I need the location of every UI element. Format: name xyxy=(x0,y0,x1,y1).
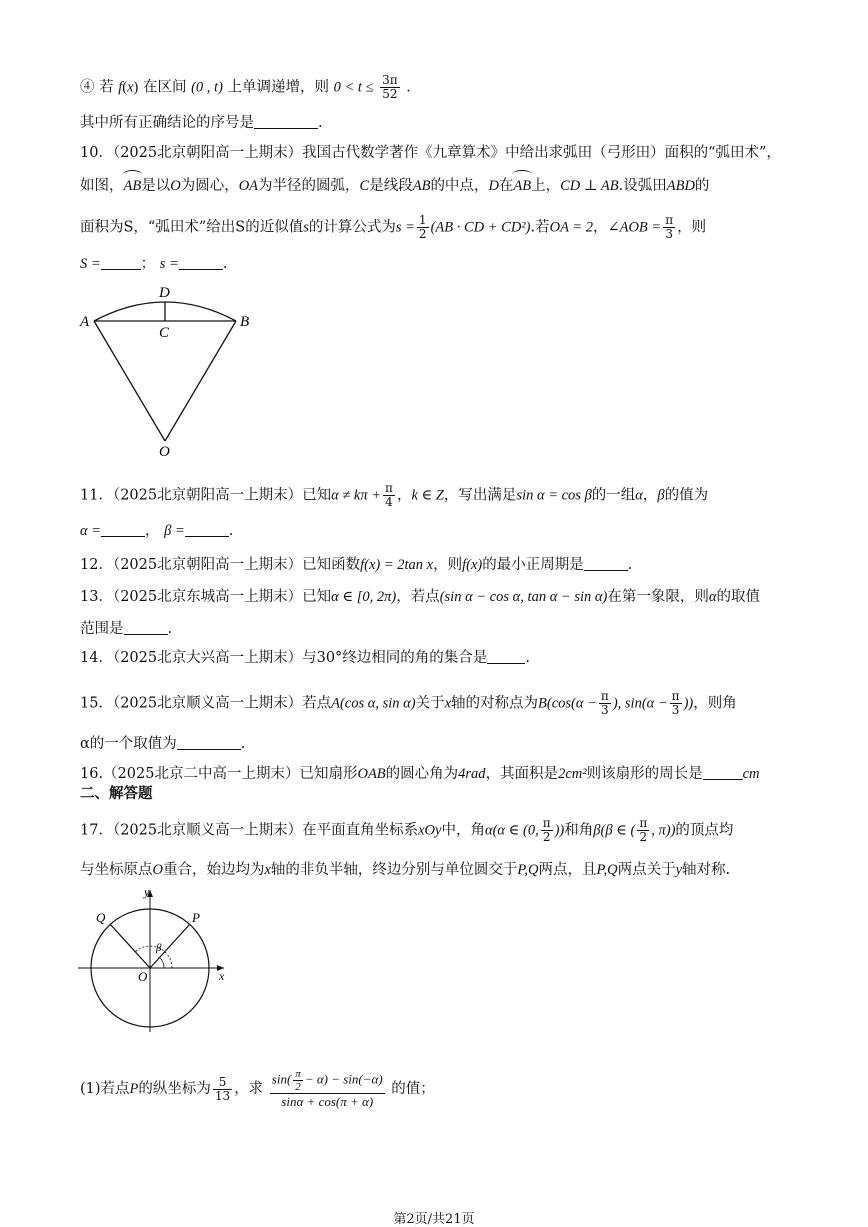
text: 轴对称. xyxy=(682,862,731,878)
text: 上单调递增，则 xyxy=(227,79,330,96)
frac-den: 2 xyxy=(542,830,551,844)
answer-blank xyxy=(101,255,141,270)
text: 的圆心角为 xyxy=(385,766,459,782)
arc-field-figure xyxy=(70,278,270,463)
var-x: x xyxy=(264,862,271,878)
point-o: O xyxy=(152,862,163,878)
q17-part1 xyxy=(80,1068,435,1110)
sector-area: 2cm² xyxy=(558,766,587,782)
q14-line xyxy=(80,648,530,668)
text: 如图， xyxy=(80,178,124,194)
item-label: ④ 若 xyxy=(80,79,114,96)
text: 是线段 xyxy=(369,178,413,194)
unit-circle-figure xyxy=(74,884,234,1034)
text: 的值为 xyxy=(664,487,709,504)
region-abd: ABD xyxy=(666,178,695,194)
answer-alpha-label: α = xyxy=(80,523,102,539)
alpha-range: α(α ∈ (0, xyxy=(484,822,539,839)
arc-ab: AB xyxy=(123,178,142,194)
frac-den: 3 xyxy=(671,703,680,717)
text: ，写出满足 xyxy=(443,487,517,504)
point-expr: (sin α − cos α, tan α − sin α) xyxy=(439,589,608,605)
func-arg: (x) xyxy=(122,79,139,96)
text: 的纵坐标为 xyxy=(138,1081,211,1097)
text: ，若点 xyxy=(396,589,440,605)
segment-oa: OA xyxy=(238,178,259,194)
fraction xyxy=(599,690,611,717)
text: 的顶点均 xyxy=(675,822,734,839)
var-s: s xyxy=(303,219,309,236)
q10-line3 xyxy=(80,214,706,241)
arc-ab: AB xyxy=(513,178,532,194)
q11-line2 xyxy=(80,521,233,541)
function-ref: f(x) xyxy=(462,557,483,573)
segment-ob-line xyxy=(165,321,236,441)
fraction xyxy=(670,690,682,717)
text: 16.（2025北京二中高一上期末）已知扇形 xyxy=(80,766,358,782)
answer-blank xyxy=(177,735,241,750)
text: 17．（2025北京顺义高一上期末）在平面直角坐标系 xyxy=(80,822,419,839)
text: ， xyxy=(396,487,412,504)
label-b: B xyxy=(240,314,250,330)
q15-line1 xyxy=(80,690,737,717)
text: 的中点， xyxy=(430,178,489,194)
func-f: f xyxy=(118,79,123,96)
frac-den: 2 xyxy=(418,227,427,241)
point-a: A(cos α, sin α) xyxy=(331,695,416,712)
expr-part: sin( xyxy=(271,1071,292,1087)
point-d: D xyxy=(488,178,499,194)
text: 的最小正周期是 xyxy=(482,557,584,573)
answer-blank xyxy=(487,649,525,664)
point-b-part: B(cos(α − xyxy=(538,695,597,712)
text: 的取值 xyxy=(716,589,760,605)
text: α的一个取值为 xyxy=(80,736,177,752)
page-footer: 第2页/共21页 xyxy=(393,1212,475,1227)
alpha-range-close: )) xyxy=(554,822,565,839)
text: ， xyxy=(642,487,658,504)
function-def: f(x) = 2tan x xyxy=(360,557,434,573)
var-y: y xyxy=(675,862,683,878)
alpha-arc xyxy=(159,957,164,968)
text: .设弧田 xyxy=(618,178,667,194)
fraction xyxy=(293,1068,303,1093)
frac-den: 2 xyxy=(639,830,648,844)
var-beta: β xyxy=(657,487,665,504)
frac-num: π xyxy=(295,1068,301,1080)
expr-denominator: sinα + cos(π + α) xyxy=(281,1094,374,1109)
answer-blank xyxy=(584,556,628,571)
text: 两点关于 xyxy=(617,862,676,878)
condition: α ≠ kπ + xyxy=(331,487,382,504)
fraction xyxy=(383,482,395,509)
answer-blank xyxy=(101,522,145,537)
points-pq: P,Q xyxy=(517,862,539,878)
central-angle: 4rad xyxy=(458,766,486,782)
text: 为圆心， xyxy=(180,178,239,194)
frac-num: 3π xyxy=(382,73,398,87)
fraction xyxy=(637,817,649,844)
oa-value: OA = 2 xyxy=(549,219,593,236)
conclusion-text: 其中所有正确结论的序号是 xyxy=(80,115,254,131)
q11-line1 xyxy=(80,482,708,509)
text: 重合，始边均为 xyxy=(162,862,265,878)
text: 与坐标原点 xyxy=(80,862,153,878)
beta-range-close: , π)) xyxy=(651,822,676,839)
unit: cm xyxy=(742,766,760,782)
text: .若 xyxy=(530,219,550,236)
var-alpha: α xyxy=(635,487,643,504)
text: 轴的对称点为 xyxy=(451,695,539,712)
equation: sin α = cos β xyxy=(516,487,592,504)
q10-line4 xyxy=(80,254,227,274)
label-a: A xyxy=(80,314,90,330)
formula-body: (AB · CD + CD²) xyxy=(430,219,531,236)
label-o: O xyxy=(159,444,170,460)
label-q: Q xyxy=(96,910,106,925)
text: 13．（2025北京东城高一上期末）已知 xyxy=(80,589,332,605)
expr-part: − α) − sin(−α) xyxy=(304,1071,383,1087)
text: 两点，且 xyxy=(538,862,597,878)
q17-line1 xyxy=(80,817,733,844)
answer-s-label: s = xyxy=(159,256,179,272)
text: 14．（2025北京大兴高一上期末）与30°终边相同的角的集合是 xyxy=(80,650,488,666)
expression-fraction xyxy=(270,1068,385,1110)
text: 范围是 xyxy=(80,621,124,637)
text: 的值； xyxy=(391,1081,435,1097)
frac-den: 3 xyxy=(601,703,609,717)
text: 和角 xyxy=(564,822,594,839)
frac-num: π xyxy=(542,816,551,830)
frac-den: 3 xyxy=(665,227,673,241)
label-p: P xyxy=(192,910,200,925)
terminal-side-q xyxy=(110,924,150,968)
perp-condition: CD ⊥ AB xyxy=(560,178,619,194)
label-c: C xyxy=(159,325,170,341)
var-x: x xyxy=(444,695,452,712)
fraction xyxy=(417,214,429,241)
angle-aob: ∠AOB = xyxy=(607,219,662,236)
text: (1)若点 xyxy=(80,1081,130,1097)
k-domain: k ∈ Z xyxy=(411,487,444,504)
text: 是以 xyxy=(141,178,171,194)
formula-lhs: s = xyxy=(395,219,415,236)
frac-den: 4 xyxy=(385,495,393,509)
text: . xyxy=(240,736,246,752)
text: . xyxy=(167,621,173,637)
answer-blank xyxy=(124,620,168,635)
point-b-part: )) xyxy=(683,695,694,712)
text: ，则 xyxy=(677,219,707,236)
segment-oa-line xyxy=(94,321,165,441)
segment-ab: AB xyxy=(412,178,431,194)
answer-blank xyxy=(185,522,229,537)
section-heading: 二、解答题 xyxy=(80,785,153,802)
text: 15．（2025北京顺义高一上期末）若点 xyxy=(80,695,332,712)
condition: α ∈ [0, 2π) xyxy=(331,589,397,605)
point-p: P xyxy=(129,1081,139,1097)
answer-blank xyxy=(254,114,318,129)
expr-numerator xyxy=(270,1068,385,1094)
text: 在第一象限，则 xyxy=(607,589,709,605)
text: ，则角 xyxy=(693,695,737,712)
text: 则该扇形的周长是 xyxy=(586,766,703,782)
text: 面积为S，“弧田术”给出S的近似值 xyxy=(80,219,304,236)
fraction xyxy=(380,74,400,101)
answer-blank xyxy=(703,765,743,780)
frac-num: π xyxy=(639,816,648,830)
text: 在区间 xyxy=(142,79,187,96)
text: ，则 xyxy=(433,557,463,573)
points-pq: P,Q xyxy=(596,862,618,878)
var-alpha: α xyxy=(708,589,717,605)
label-x: x xyxy=(219,969,225,983)
text: . xyxy=(525,650,530,666)
answer-blank xyxy=(179,255,223,270)
frac-num: 1 xyxy=(418,213,427,227)
conclusion-line: 其中所有正确结论的序号是 . xyxy=(80,115,323,131)
label-y: y xyxy=(144,885,150,899)
fraction xyxy=(213,1076,232,1103)
frac-den: 13 xyxy=(214,1088,231,1103)
text: 的 xyxy=(694,178,710,194)
label-o: O xyxy=(138,969,148,984)
text: ， xyxy=(592,219,608,236)
text: 的一组 xyxy=(591,487,636,504)
text: 为半径的圆弧， xyxy=(258,178,360,194)
text: ，求 xyxy=(234,1081,264,1097)
text: 关于 xyxy=(415,695,445,712)
fraction xyxy=(541,817,553,844)
q13-line1 xyxy=(80,587,760,607)
fraction xyxy=(663,214,675,241)
text: . xyxy=(222,256,228,272)
text: 11．（2025北京朝阳高一上期末）已知 xyxy=(80,487,332,504)
frac-num: 5 xyxy=(213,1076,232,1090)
point-c: C xyxy=(359,178,370,194)
beta-range: β(β ∈ ( xyxy=(593,822,636,839)
text: 上， xyxy=(531,178,561,194)
inequality: 0 < t ≤ xyxy=(333,79,374,96)
point-o: O xyxy=(170,178,181,194)
frac-num: π xyxy=(385,481,393,495)
text: 中，角 xyxy=(441,822,485,839)
interval: (0 , t) xyxy=(191,79,223,96)
text: ； xyxy=(140,256,156,272)
q16-line xyxy=(80,764,760,784)
label-beta: β xyxy=(156,942,162,954)
frac-den: 2 xyxy=(295,1081,301,1093)
text: ， xyxy=(145,523,160,539)
answer-beta-label: β = xyxy=(164,523,185,539)
item-4-line xyxy=(80,74,421,101)
q12-line xyxy=(80,555,632,575)
label-d: D xyxy=(159,285,170,301)
answer-S-label: S = xyxy=(80,256,101,272)
text: 的计算公式为 xyxy=(308,219,396,236)
sector-oab: OAB xyxy=(357,766,386,782)
coord-system: xOy xyxy=(418,822,442,839)
text: . xyxy=(627,557,633,573)
q10-line1: 10．（2025北京朝阳高一上期末）我国古代数学著作《九章算术》中给出求弧田（弓形田）面积的“弧田术”， xyxy=(80,145,781,161)
text: ，其面积是 xyxy=(485,766,559,782)
frac-num: π xyxy=(665,213,674,227)
frac-den: 52 xyxy=(382,87,398,101)
point-b-part: ), sin(α − xyxy=(612,695,668,712)
q10-line2 xyxy=(80,176,709,196)
text: 轴的非负半轴，终边分别与单位圆交于 xyxy=(270,862,518,878)
text: 12．（2025北京朝阳高一上期末）已知函数 xyxy=(80,557,361,573)
frac-num: π xyxy=(600,689,609,703)
text: ． xyxy=(406,79,421,96)
text: 在 xyxy=(498,178,514,194)
q15-line2 xyxy=(80,734,245,754)
q13-line2 xyxy=(80,619,172,639)
text: . xyxy=(228,523,234,539)
frac-num: π xyxy=(671,689,680,703)
q17-line2 xyxy=(80,860,730,880)
